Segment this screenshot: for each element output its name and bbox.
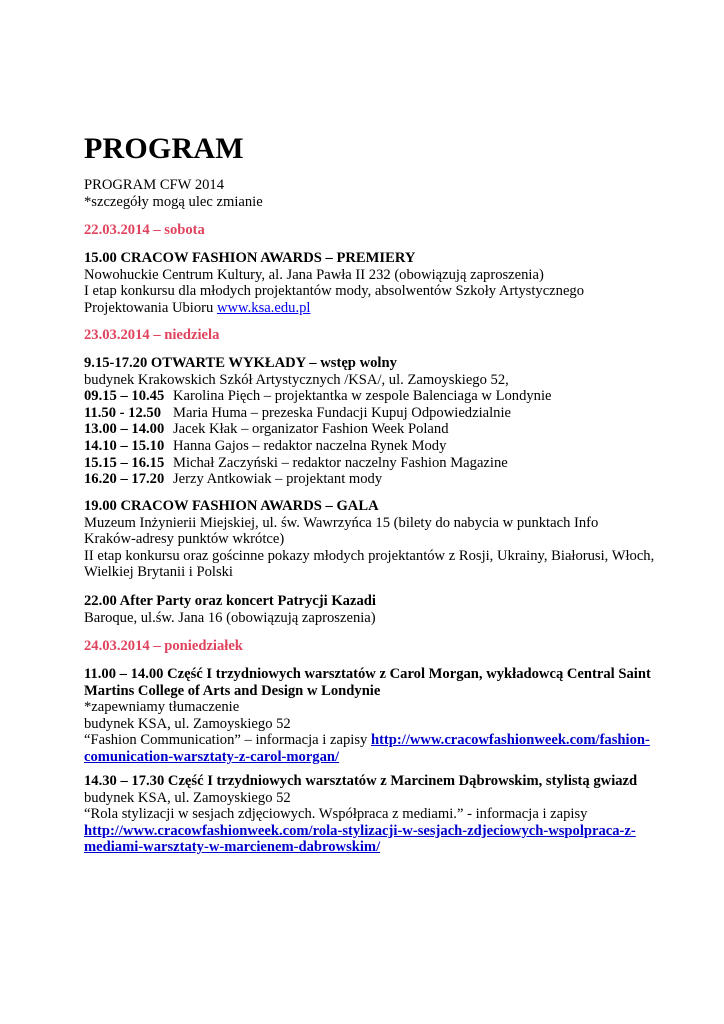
party-title: 22.00 After Party oraz koncert Patrycji Kazadi [84,593,376,609]
workshop1-title-cont: Martins College of Arts and Design w Londynie [84,682,381,699]
premiere-description-cont: Projektowania Ubioru www.ksa.edu.pl [84,299,311,316]
lectures-title: 9.15-17.20 OTWARTE WYKŁADY – wstęp wolny [84,355,397,371]
intro [84,177,263,210]
workshop1-venue: budynek KSA, ul. Zamoyskiego 52 [84,715,291,732]
workshop1-title: 11.00 – 14.00 Część I trzydniowych warsztatów z Carol Morgan, wykładowcą Central Saint [84,666,651,682]
page-title: PROGRAM [84,132,244,165]
day1-date: 22.03.2014 – sobota [84,222,205,238]
lecture-time: 15.15 – 16.15 [84,454,165,471]
workshop1-info: “Fashion Communication” – informacja i zapisy http://www.cracowfashionweek.com/fashion- [84,732,650,749]
gala-title: 19.00 CRACOW FASHION AWARDS – GALA [84,498,379,514]
lecture-time: 16.20 – 17.20 [84,471,165,488]
workshop2-venue: budynek KSA, ul. Zamoyskiego 52 [84,789,291,806]
workshop2-info: “Rola stylizacji w sesjach zdjęciowych. Współpraca z mediami.” - informacja i zapisy [84,806,588,823]
day2-lectures-section [84,355,552,488]
ksa-link[interactable]: www.ksa.edu.pl [216,299,311,316]
lecture-desc: Maria Huma – prezeska Fundacji Kupuj Odpowiedzialnie [173,404,511,421]
lecture-row [84,438,552,455]
lecture-time: 14.10 – 15.10 [84,437,165,454]
translation-note: *zapewniamy tłumaczenie [84,699,240,716]
lecture-time: 11.50 - 12.50 [84,404,162,421]
premiere-title: 15.00 CRACOW FASHION AWARDS – PREMIERY [84,250,416,266]
lecture-time: 09.15 – 10.45 [84,388,165,405]
workshop1-link-cont[interactable]: comunication-warsztaty-z-carol-morgan/ [84,748,340,765]
gala-section [84,498,654,581]
lecture-row [84,421,552,438]
lecture-time: 13.00 – 14.00 [84,421,165,438]
lecture-row [84,455,552,472]
workshop2-link[interactable]: http://www.cracowfashionweek.com/rola-stylizacji-w-sesjach-zdjeciowych-wspolpraca-z- [84,822,636,839]
lecture-row [84,405,552,422]
gala-description-cont: Wielkiej Brytanii i Polski [84,564,233,581]
lectures-venue: budynek Krakowskich Szkół Artystycznych /KSA/, ul. Zamoyskiego 52, [84,371,509,388]
party-venue: Baroque, ul.św. Jana 16 (obowiązują zaproszenia) [84,609,376,626]
gala-venue: Muzeum Inżynierii Miejskiej, ul. św. Wawrzyńca 15 (bilety do nabycia w punktach Info [84,514,599,531]
workshop2-link-cont-line [84,839,637,856]
change-note: *szczegóły mogą ulec zmianie [84,193,263,210]
workshop1-section [84,666,651,766]
workshop2-title: 14.30 – 17.30 Część I trzydniowych warsztatów z Marcinem Dąbrowskim, stylistą gwiazd [84,773,638,789]
lecture-desc: Karolina Pięch – projektantka w zespole Balenciaga w Londynie [173,388,552,405]
gala-description: II etap konkursu oraz gościnne pokazy młodych projektantów z Rosji, Ukrainy, Białorusi, Włoch, [84,547,655,564]
lecture-row [84,388,552,405]
lecture-desc: Jerzy Antkowiak – projektant mody [173,471,383,488]
after-party-section [84,593,376,626]
day2-date: 23.03.2014 – niedziela [84,327,220,343]
lecture-row [84,471,552,488]
workshop2-section [84,773,637,856]
lecture-desc: Michał Zaczyński – redaktor naczelny Fashion Magazine [173,454,508,471]
premiere-description: I etap konkursu dla młodych projektantów mody, absolwentów Szkoły Artystycznego [84,283,585,300]
program-subtitle: PROGRAM CFW 2014 [84,177,225,193]
lecture-desc: Hanna Gajos – redaktor naczelna Rynek Mody [173,437,447,454]
workshop2-link-cont[interactable]: mediami-warsztaty-w-marcienem-dabrowskim/ [84,839,381,856]
day3-date: 24.03.2014 – poniedziałek [84,638,243,654]
lecture-desc: Jacek Kłak – organizator Fashion Week Poland [173,421,449,438]
gala-venue-cont: Kraków-adresy punktów wkrótce) [84,531,285,548]
workshop1-link-cont-line [84,749,651,766]
premiere-venue: Nowohuckie Centrum Kultury, al. Jana Pawła II 232 (obowiązują zaproszenia) [84,266,544,283]
day1-premiere-section [84,250,584,316]
workshop2-link-line [84,823,637,840]
workshop1-link[interactable]: http://www.cracowfashionweek.com/fashion- [370,732,650,749]
